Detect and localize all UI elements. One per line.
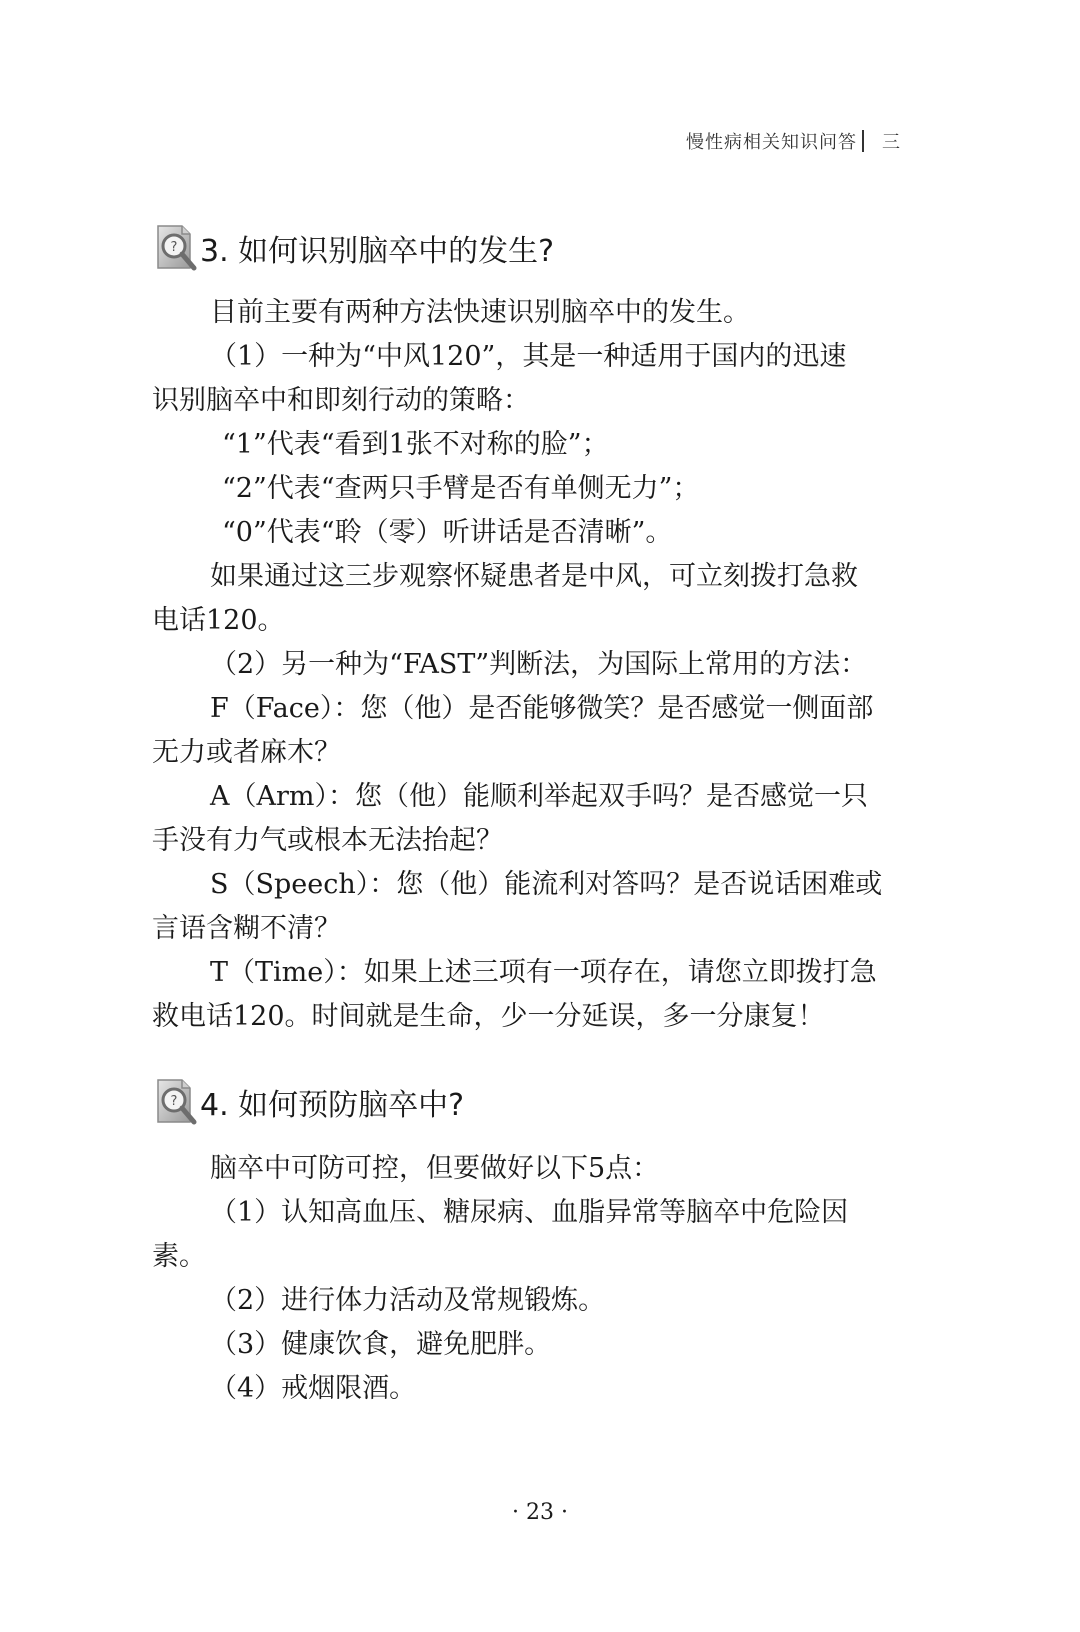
- running-header: [0, 128, 1080, 158]
- paragraph: A（Arm）：您（他）能顺利举起双手吗？是否感觉一只: [210, 781, 869, 812]
- paragraph: （2）另一种为“FAST”判断法，为国际上常用的方法：: [210, 649, 868, 680]
- paragraph: F（Face）：您（他）是否能够微笑？是否感觉一侧面部: [210, 693, 874, 724]
- section-3-heading: [152, 222, 912, 274]
- paragraph: 言语含糊不清？: [152, 913, 341, 944]
- paragraph: （1）认知高血压、糖尿病、血脂异常等脑卒中危险因: [210, 1197, 849, 1228]
- paragraph: “1”代表“看到1张不对称的脸”；: [222, 429, 609, 460]
- paragraph: T（Time）：如果上述三项有一项存在，请您立即拨打急: [210, 957, 877, 988]
- question-magnifier-icon: [152, 1076, 200, 1128]
- paragraph: 电话120。: [152, 605, 285, 636]
- svg-text:?: ?: [170, 240, 178, 255]
- paragraph: （3）健康饮食，避免肥胖。: [210, 1329, 552, 1360]
- paragraph: 如果通过这三步观察怀疑患者是中风，可立刻拨打急救: [210, 561, 858, 592]
- paragraph: 素。: [152, 1241, 206, 1272]
- header-title: 慢性病相关知识问答: [686, 132, 857, 153]
- paragraph: 脑卒中可防可控，但要做好以下5点：: [210, 1153, 660, 1184]
- paragraph: S（Speech）：您（他）能流利对答吗？是否说话困难或: [210, 869, 883, 900]
- paragraph: 目前主要有两种方法快速识别脑卒中的发生。: [210, 297, 750, 328]
- svg-text:?: ?: [170, 1094, 178, 1109]
- paragraph: “2”代表“查两只手臂是否有单侧无力”；: [222, 473, 700, 504]
- section-4-heading: [152, 1076, 912, 1128]
- header-part-number: 三: [882, 132, 900, 153]
- paragraph: 无力或者麻木？: [152, 737, 341, 768]
- paragraph: （4）戒烟限酒。: [210, 1373, 417, 1404]
- page-number: · 23 ·: [512, 1500, 568, 1525]
- paragraph: 识别脑卒中和即刻行动的策略：: [152, 385, 530, 416]
- section-3-title: 3. 如何识别脑卒中的发生?: [200, 234, 555, 269]
- question-magnifier-icon: [152, 222, 200, 274]
- paragraph: 救电话120。时间就是生命，少一分延误，多一分康复！: [152, 1001, 825, 1032]
- paragraph: “0”代表“聆（零）听讲话是否清晰”。: [222, 517, 673, 548]
- paragraph: （2）进行体力活动及常规锻炼。: [210, 1285, 606, 1316]
- paragraph: （1）一种为“中风120”，其是一种适用于国内的迅速: [210, 341, 847, 372]
- header-divider: [862, 130, 864, 152]
- paragraph: 手没有力气或根本无法抬起？: [152, 825, 503, 856]
- section-4-title: 4. 如何预防脑卒中?: [200, 1088, 465, 1123]
